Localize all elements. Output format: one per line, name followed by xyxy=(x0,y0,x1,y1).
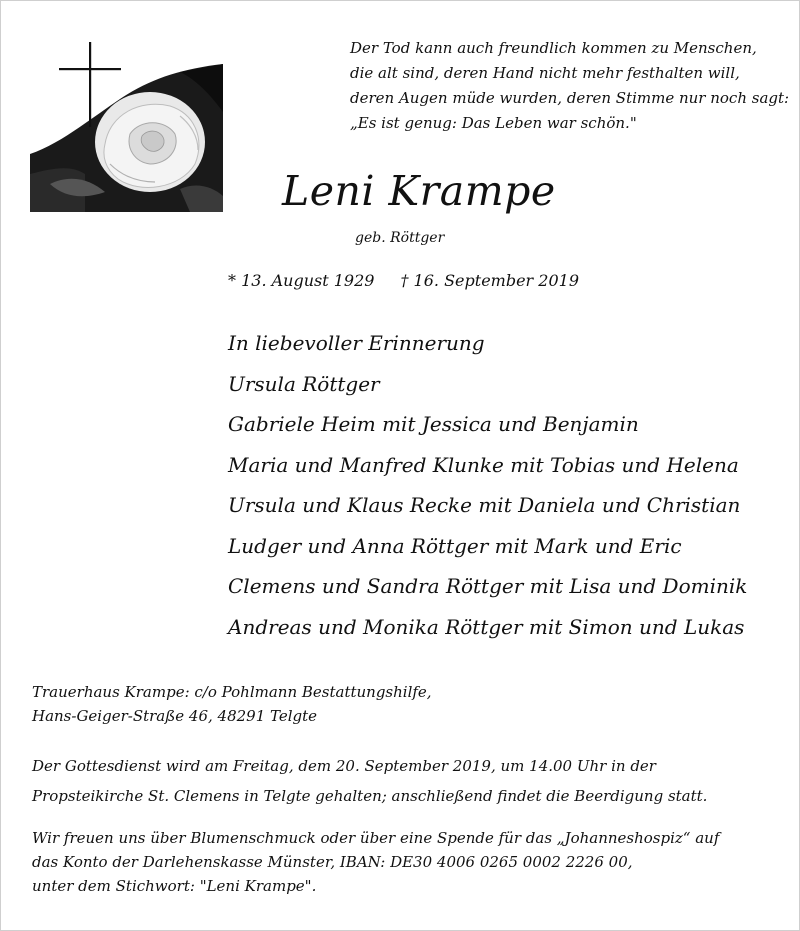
address-line: Trauerhaus Krampe: c/o Pohlmann Bestattungshilfe, xyxy=(32,683,432,701)
life-dates xyxy=(228,270,579,292)
service-line: Der Gottesdienst wird am Freitag, dem 20. September 2019, um 14.00 Uhr in der xyxy=(32,757,656,775)
donation-line: unter dem Stichwort: "Leni Krampe". xyxy=(32,877,317,895)
mourner-line: Clemens und Sandra Röttger mit Lisa und Dominik xyxy=(228,574,748,598)
poem xyxy=(350,36,790,136)
service-line: Propsteikirche St. Clemens in Telgte gehalten; anschließend findet die Beerdigung statt. xyxy=(32,787,708,805)
donation-line: Wir freuen uns über Blumenschmuck oder über eine Spende für das „Johanneshospiz“ auf xyxy=(32,829,720,847)
address-line: Hans-Geiger-Straße 46, 48291 Telgte xyxy=(32,707,318,725)
mourner-line: Maria und Manfred Klunke mit Tobias und Helena xyxy=(228,452,739,477)
donation-line: das Konto der Darlehenskasse Münster, IBAN: DE30 4006 0265 0002 2226 00, xyxy=(32,853,633,871)
mourner-line: Ludger und Anna Röttger mit Mark und Eric xyxy=(228,533,682,558)
poem-line: die alt sind, deren Hand nicht mehr festhalten will, xyxy=(350,64,740,82)
mourners-list xyxy=(228,325,788,649)
cross-and-rose-icon xyxy=(30,24,223,212)
mourner-line: Gabriele Heim mit Jessica und Benjamin xyxy=(228,412,639,436)
poem-line: „Es ist genug: Das Leben war schön." xyxy=(350,114,637,132)
mourner-line: Andreas und Monika Röttger mit Simon und Lukas xyxy=(228,614,745,639)
mourner-line: Ursula Röttger xyxy=(228,371,380,396)
maiden-name: geb. Röttger xyxy=(355,230,445,246)
donation-notice xyxy=(32,826,772,898)
birth-date: * 13. August 1929 xyxy=(228,271,375,290)
poem-line: Der Tod kann auch freundlich kommen zu Menschen, xyxy=(350,39,757,57)
mourner-line: Ursula und Klaus Recke mit Daniela und Christian xyxy=(228,493,741,517)
poem-line: deren Augen müde wurden, deren Stimme nur noch sagt: xyxy=(350,89,790,107)
cross-and-rose-image xyxy=(30,24,223,212)
death-date: † 16. September 2019 xyxy=(400,271,579,290)
deceased-name: Leni Krampe xyxy=(282,167,556,215)
funeral-service-notice xyxy=(32,751,772,811)
mourner-line: In liebevoller Erinnerung xyxy=(228,331,485,355)
mourning-house-address xyxy=(32,680,772,728)
